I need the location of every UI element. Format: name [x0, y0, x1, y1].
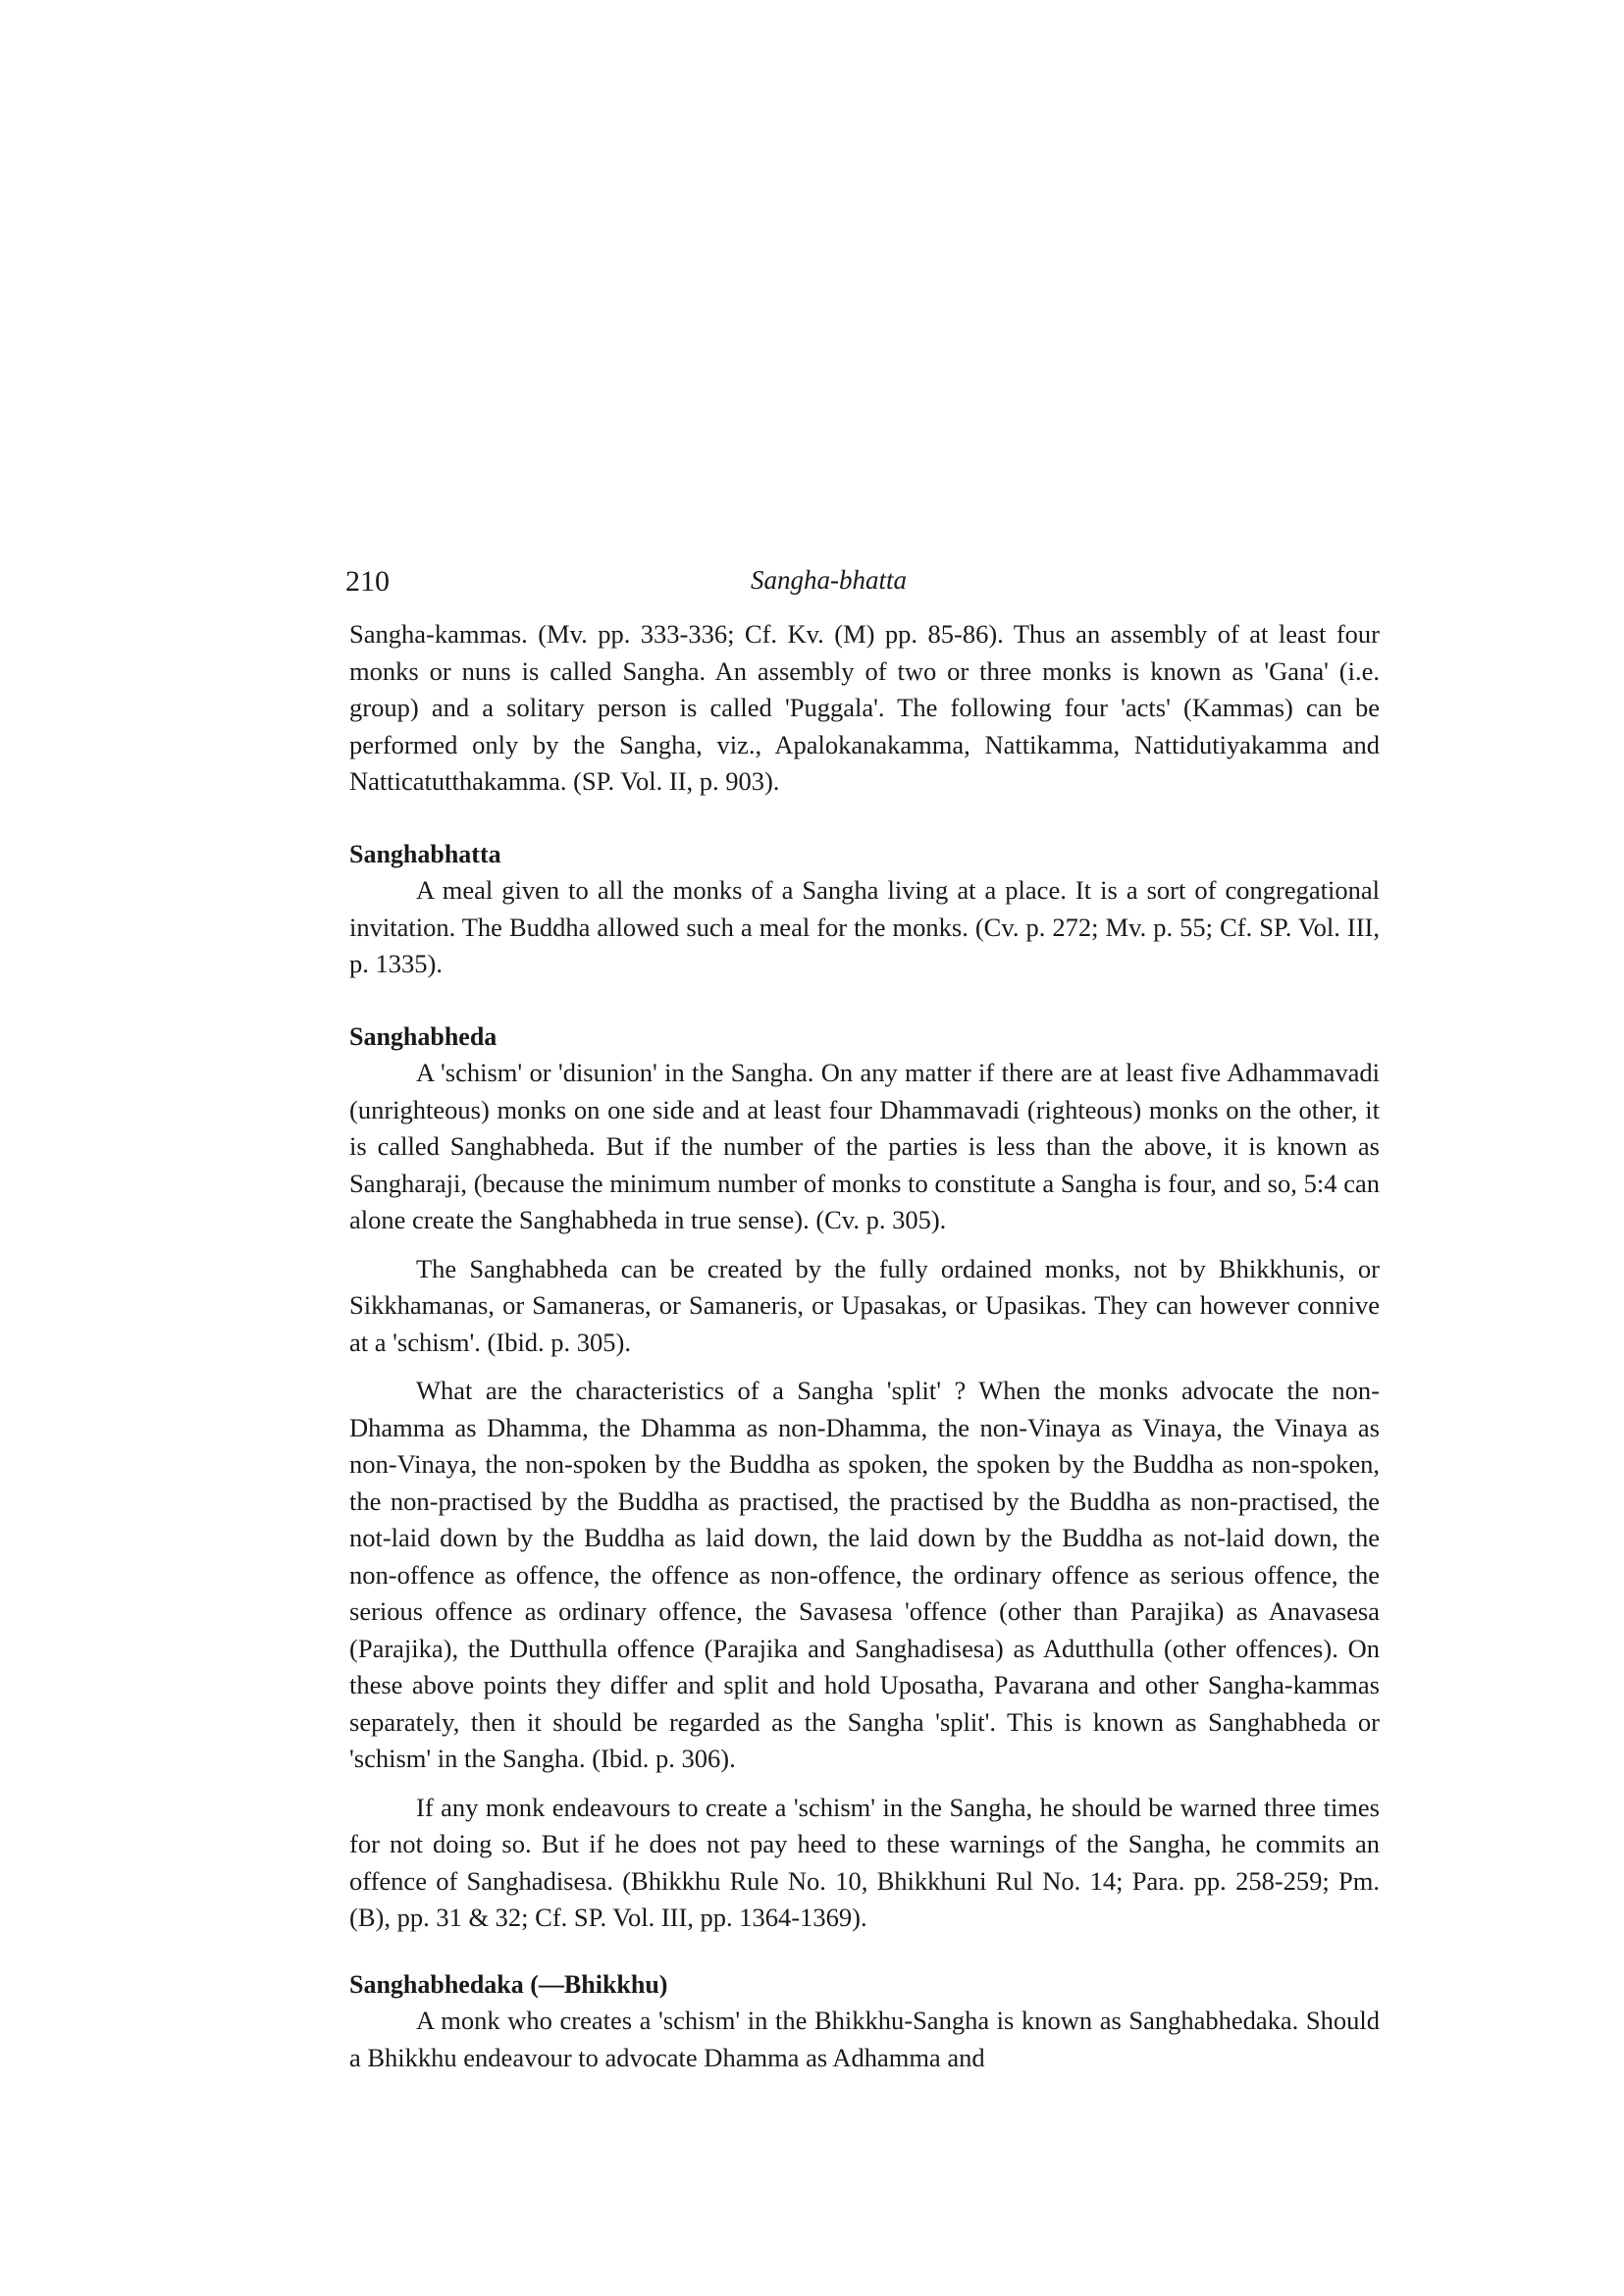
entry-paragraph: If any monk endeavours to create a 'schism' in the Sangha, he should be warned three times for not doing so. But if he does not pay heed to these warnings of the Sangha, he commits an offence of Sanghadisesa. (Bhikkhu Rule No. 10, Bhikkhuni Rul No. 14; Para. pp. 258-259; Pm. (B), pp. 31 & 32; Cf. SP. Vol. III, pp. 1364-1369).: [349, 1792, 1380, 1932]
entry-paragraph: A 'schism' or 'disunion' in the Sangha. On any matter if there are at least five Adhammavadi (unrighteous) monks on one side and at least four Dhammavadi (righteous) monks on the other, it is called Sanghabheda. But if the number of the parties is less than the above, it is known as Sangharaji, (because the minimum number of monks to constitute a Sangha is four, and so, 5:4 can alone create the Sanghabheda in true sense). (Cv. p. 305).: [349, 1058, 1380, 1234]
page-number: 210: [345, 565, 390, 598]
entry-paragraph: A monk who creates a 'schism' in the Bhikkhu-Sangha is known as Sanghabhedaka. Should a Bhikkhu endeavour to advocate Dhamma as Adhamma and: [349, 2006, 1380, 2072]
continuation-paragraph: Sangha-kammas. (Mv. pp. 333-336; Cf. Kv. (M) pp. 85-86). Thus an assembly of at least four monks or nuns is called Sangha. An assembly of two or three monks is known as 'Gana' (i.e. group) and a solitary person is called 'Puggala'. The following four 'acts' (Kammas) can be performed only by the Sangha, viz., Apalokanakamma, Nattikamma, Nattidutiyakamma and Natticatutthakamma. (SP. Vol. II, p. 903).: [349, 619, 1380, 796]
entry-headword: Sanghabheda: [349, 1021, 498, 1051]
page-body: [349, 616, 1380, 2076]
entry-paragraph: What are the characteristics of a Sangha 'split' ? When the monks advocate the non-Dhamma as Dhamma, the Dhamma as non-Dhamma, the non-Vinaya as Vinaya, the Vinaya as non-Vinaya, the non-spoken by the Buddha as spoken, the spoken by the Buddha as non-spoken, the non-practised by the Buddha as practised, the practised by the Buddha as non-practised, the not-laid down by the Buddha as laid down, the laid down by the Buddha as not-laid down, the non-offence as offence, the offence as non-offence, the ordinary offence as serious offence, the serious offence as ordinary offence, the Savasesa 'offence (other than Parajika) as Anavasesa (Parajika), the Dutthulla offence (Parajika and Sanghadisesa) as Adutthulla (other offences). On these above points they differ and split and hold Uposatha, Pavarana and other Sangha-kammas separately, then it should be regarded as the Sangha 'split'. This is known as Sanghabheda or 'schism' in the Sangha. (Ibid. p. 306).: [349, 1376, 1380, 1773]
entry-headword: Sanghabhedaka (—Bhikkhu): [349, 1969, 668, 1999]
entry-paragraph: A meal given to all the monks of a Sangha living at a place. It is a sort of congregational invitation. The Buddha allowed such a meal for the monks. (Cv. p. 272; Mv. p. 55; Cf. SP. Vol. III, p. 1335).: [349, 875, 1380, 978]
entry-headword: Sanghabhatta: [349, 839, 501, 868]
running-title: Sangha-bhatta: [751, 565, 907, 595]
entry-paragraph: The Sanghabheda can be created by the fully ordained monks, not by Bhikkhunis, or Sikkhamanas, or Samaneras, or Samaneris, or Upasakas, or Upasikas. They can however connive at a 'schism'. (Ibid. p. 305).: [349, 1253, 1380, 1357]
